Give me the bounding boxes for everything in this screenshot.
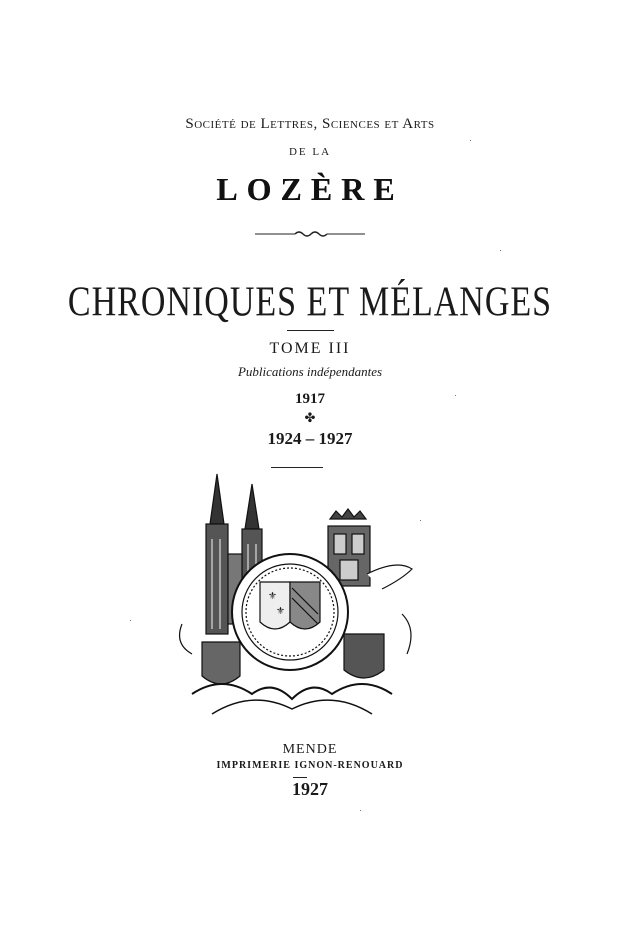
tome-number: TOME III — [269, 340, 351, 357]
svg-text:⚜: ⚜ — [276, 606, 285, 617]
separator-ornament: ✤ — [304, 411, 316, 426]
year-first: 1917 — [295, 391, 325, 407]
ornament-divider-icon — [0, 224, 620, 243]
society-name: Société de Lettres, Sciences et Arts — [185, 116, 435, 132]
printer-name: IMPRIMERIE IGNON-RENOUARD — [216, 760, 404, 771]
scan-speck — [420, 520, 421, 521]
scan-speck — [360, 810, 361, 811]
imprint-city: MENDE — [282, 742, 338, 757]
de-la-text: DE LA — [288, 146, 332, 158]
svg-text:⚜: ⚜ — [268, 591, 277, 602]
cathedral-and-coat-of-arms-illustration-icon — [172, 464, 442, 734]
scan-speck — [500, 250, 501, 251]
scan-speck — [130, 620, 131, 621]
scan-speck — [470, 140, 471, 141]
year-range: 1924 – 1927 — [267, 429, 353, 448]
imprint-year: 1927 — [292, 779, 328, 799]
main-title: CHRONIQUES ET MÉLANGES — [67, 279, 553, 326]
region-title: LOZÈRE — [216, 171, 404, 207]
subtitle: Publications indépendantes — [237, 364, 383, 379]
divider-line — [293, 777, 307, 778]
scan-speck — [455, 395, 456, 396]
divider-line — [287, 330, 334, 331]
